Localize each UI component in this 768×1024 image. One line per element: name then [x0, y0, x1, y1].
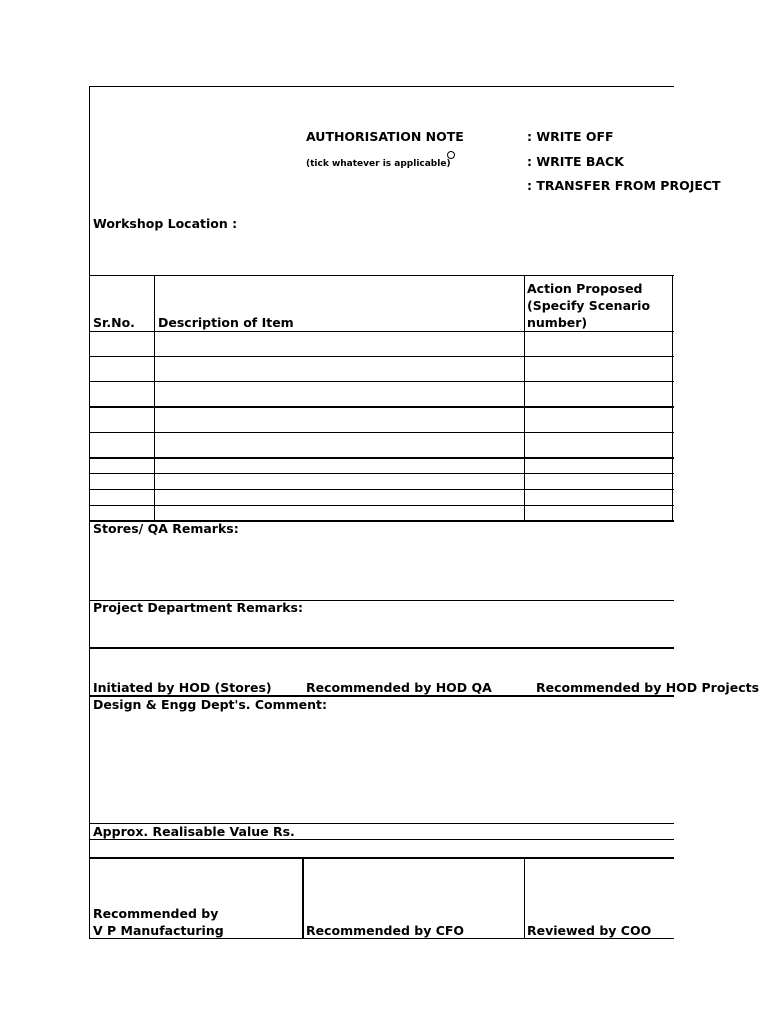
col-action-header-line2: (Specify Scenario	[527, 298, 651, 313]
section-divider	[90, 839, 674, 840]
table-divider	[672, 275, 673, 522]
col-description-header: Description of Item	[158, 315, 294, 330]
realisable-value-label: Approx. Realisable Value Rs.	[93, 824, 295, 839]
col-action-header-line1: Action Proposed	[527, 281, 643, 296]
reviewed-by-coo-label: Reviewed by COO	[527, 923, 652, 938]
signature-divider	[524, 857, 525, 939]
table-row[interactable]	[90, 457, 674, 459]
form-title: AUTHORISATION NOTE	[306, 129, 464, 144]
table-divider	[524, 275, 525, 522]
workshop-location-label: Workshop Location :	[93, 216, 238, 231]
section-divider	[90, 647, 674, 649]
table-divider	[154, 275, 155, 522]
table-row[interactable]	[90, 331, 674, 332]
initiated-by-label: Initiated by HOD (Stores)	[93, 680, 272, 695]
recommended-by-hod-label: Recommended by HOD Projects	[536, 680, 760, 695]
table-row[interactable]	[90, 432, 674, 433]
table-row[interactable]	[90, 406, 674, 408]
signature-divider	[302, 857, 304, 939]
vp-manufacturing-line2: V P Manufacturing	[93, 923, 224, 938]
design-engg-comment-label: Design & Engg Dept's. Comment:	[93, 697, 328, 712]
table-row[interactable]	[90, 381, 674, 382]
authorisation-form	[89, 86, 760, 939]
table-row[interactable]	[90, 505, 674, 506]
section-divider	[90, 857, 674, 859]
table-row[interactable]	[90, 473, 674, 474]
recommended-by-qa-label: Recommended by HOD QA	[306, 680, 492, 695]
table-row[interactable]	[90, 356, 674, 357]
circle-icon	[447, 151, 455, 159]
recommended-by-cfo-label: Recommended by CFO	[306, 923, 465, 938]
table-row[interactable]	[90, 489, 674, 490]
col-srno-header: Sr.No.	[93, 315, 135, 330]
stores-qa-remarks-label: Stores/ QA Remarks:	[93, 521, 239, 536]
option-write-off: : WRITE OFF	[527, 129, 614, 144]
project-dept-remarks-label: Project Department Remarks:	[93, 600, 303, 615]
form-subtitle: (tick whatever is applicable)	[306, 159, 451, 169]
sheet-bottom-border	[90, 938, 674, 939]
vp-manufacturing-line1: Recommended by	[93, 906, 219, 921]
option-write-back: : WRITE BACK	[527, 154, 624, 169]
table-top-border	[90, 275, 674, 276]
option-transfer: : TRANSFER FROM PROJECT	[527, 178, 721, 193]
col-action-header-line3: number)	[527, 315, 588, 330]
